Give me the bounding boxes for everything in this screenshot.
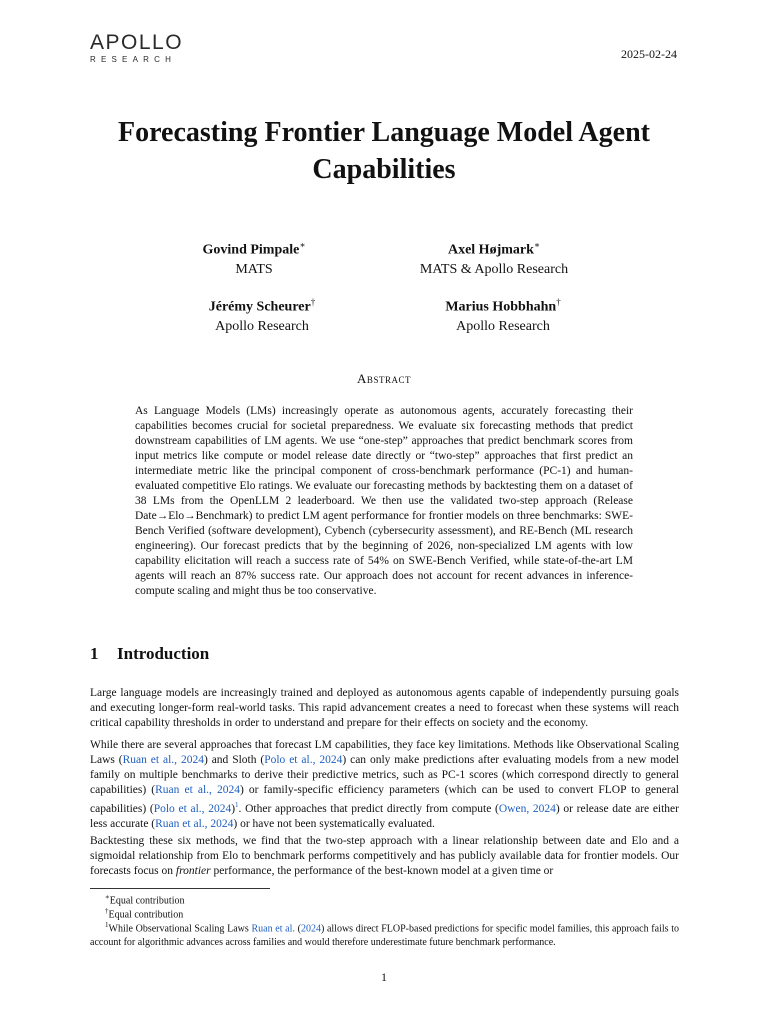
text-run: ) or family-specific efficiency parameters (which can be used to convert FLOP to general capabilities) ( — [90, 784, 679, 815]
author-affiliation: MATS — [235, 261, 273, 277]
author-mark: ∗ — [533, 240, 541, 250]
footnote-ref[interactable]: 1 — [235, 801, 239, 809]
footnote-text: ) allows direct FLOP-based predictions for specific model families, this approach fails to account for algorithmic advances across families and would therefore underestimate future benchmark performance. — [90, 923, 679, 949]
citation-link[interactable]: 2024 — [300, 923, 321, 935]
citation-link[interactable]: Owen, 2024 — [498, 802, 556, 815]
citation-link[interactable]: Ruan et al., 2024 — [155, 817, 234, 830]
logo-wordmark: APOLLO — [90, 31, 184, 54]
section-number: 1 — [90, 644, 99, 663]
text-run: performance, the performance of the best-known model at a given time or — [210, 865, 554, 877]
paragraph — [90, 834, 679, 879]
citation-link[interactable]: Polo et al., 2024 — [264, 754, 343, 766]
author-block — [134, 236, 374, 279]
footnote-text: ( — [294, 923, 301, 935]
author-block — [374, 236, 614, 279]
section-heading — [90, 644, 209, 664]
text-run: ) or release date are either less accurate ( — [90, 802, 679, 830]
citation-link[interactable]: Polo et al., 2024 — [153, 802, 232, 815]
author-name: Jérémy Scheurer — [208, 299, 311, 315]
footnote — [90, 918, 679, 950]
paragraph: Large language models are increasingly trained and deployed as autonomous agents capable of independently pursuing goals and executing longer-form real-world tasks. This rapid advancement creates a need to forecast when these systems will reach critical capability thresholds in order to understand and prepare for their effects on society and the economy. — [90, 687, 679, 729]
author-affiliation: Apollo Research — [215, 318, 309, 334]
footnote-mark: ∗ — [105, 893, 110, 901]
text-run: . Other approaches that predict directly from compute ( — [238, 802, 499, 815]
author-affiliation: MATS & Apollo Research — [419, 261, 569, 277]
author-block — [142, 293, 382, 336]
text-run: ) and Sloth ( — [203, 754, 265, 766]
citation-link[interactable]: Ruan et al., 2024 — [155, 784, 240, 796]
author-mark: ∗ — [299, 240, 306, 250]
footnote-rule — [90, 888, 270, 889]
footnote-text: Equal contribution — [109, 895, 185, 907]
page-number: 1 — [381, 970, 387, 984]
footnote-text: While Observational Scaling Laws — [108, 923, 252, 935]
author-mark: † — [310, 297, 316, 307]
author-affiliation: Apollo Research — [456, 318, 550, 334]
footnote-text: Equal contribution — [108, 909, 184, 921]
text-run: ) or have not been systematically evaluated. — [233, 817, 435, 830]
footnote-mark: † — [105, 907, 109, 915]
logo-subtitle: RESEARCH — [90, 55, 177, 64]
author-block — [383, 293, 623, 336]
apollo-research-logo — [90, 32, 185, 64]
author-name: Govind Pimpale — [202, 242, 300, 258]
text-run: ) can only make predictions after evaluating models from a new model family on multiple benchmarks to derive their predictive metrics, such as PC-1 scores (which correspond directly to general capabilities) ( — [90, 754, 679, 796]
citation-link[interactable]: Ruan et al., 2024 — [122, 754, 204, 766]
paragraph — [90, 738, 679, 832]
author-mark: † — [556, 297, 561, 307]
abstract-heading: Abstract — [357, 371, 411, 386]
section-title: Introduction — [117, 644, 210, 663]
abstract-text: As Language Models (LMs) increasingly operate as autonomous agents, accurately forecasting their capabilities becomes crucial for societal preparedness. We evaluate six forecasting methods that predict downstream capabilities of LM agents. We use “one-step” approaches that predict benchmark scores from input metrics like compute or model release date directly or “two-step” approaches that first predict an intermediate metric like the principal component of cross-benchmark performance (PC-1) and human-evaluated competitive Elo ratings. We evaluate our forecasting methods by backtesting them on a dataset of 38 LMs from the OpenLLM 2 leaderboard. We then use the validated two-step approach (Release Date→Elo→Benchmark) to predict LM agent performance for frontier models on three benchmarks: SWE-Bench Verified (software development), Cybench (cybersecurity assessment), and RE-Bench (ML research engineering). Our forecast predicts that by the beginning of 2026, non-specialized LM agents with low capability elicitation will reach a success rate of 54% on SWE-Bench Verified, while state-of-the-art LM agents will reach an 87% success rate. Our approach does not account for recent advances in inference-compute scaling and might thus be too conservative. — [135, 405, 633, 597]
text-run: While there are several approaches that forecast LM capabilities, they face key limitations. Methods like Observational Scaling Laws ( — [90, 739, 679, 766]
text-run: Backtesting these six methods, we find that the two-step approach with a linear relationship between date and Elo and a sigmoidal relationship from Elo to benchmark performs competitively and has publicly available data for frontier models. Our forecasts focus on — [90, 835, 679, 877]
footnote-mark: 1 — [105, 921, 109, 929]
header-date: 2025-02-24 — [621, 47, 677, 61]
author-name: Axel Højmark — [447, 242, 534, 258]
emphasis: frontier — [175, 865, 211, 877]
author-name: Marius Hobbhahn — [445, 299, 557, 315]
text-run: ) — [231, 802, 236, 815]
paper-title: Forecasting Frontier Language Model Agent Capabilities — [118, 117, 650, 185]
citation-link[interactable]: Ruan et al. — [251, 923, 295, 935]
